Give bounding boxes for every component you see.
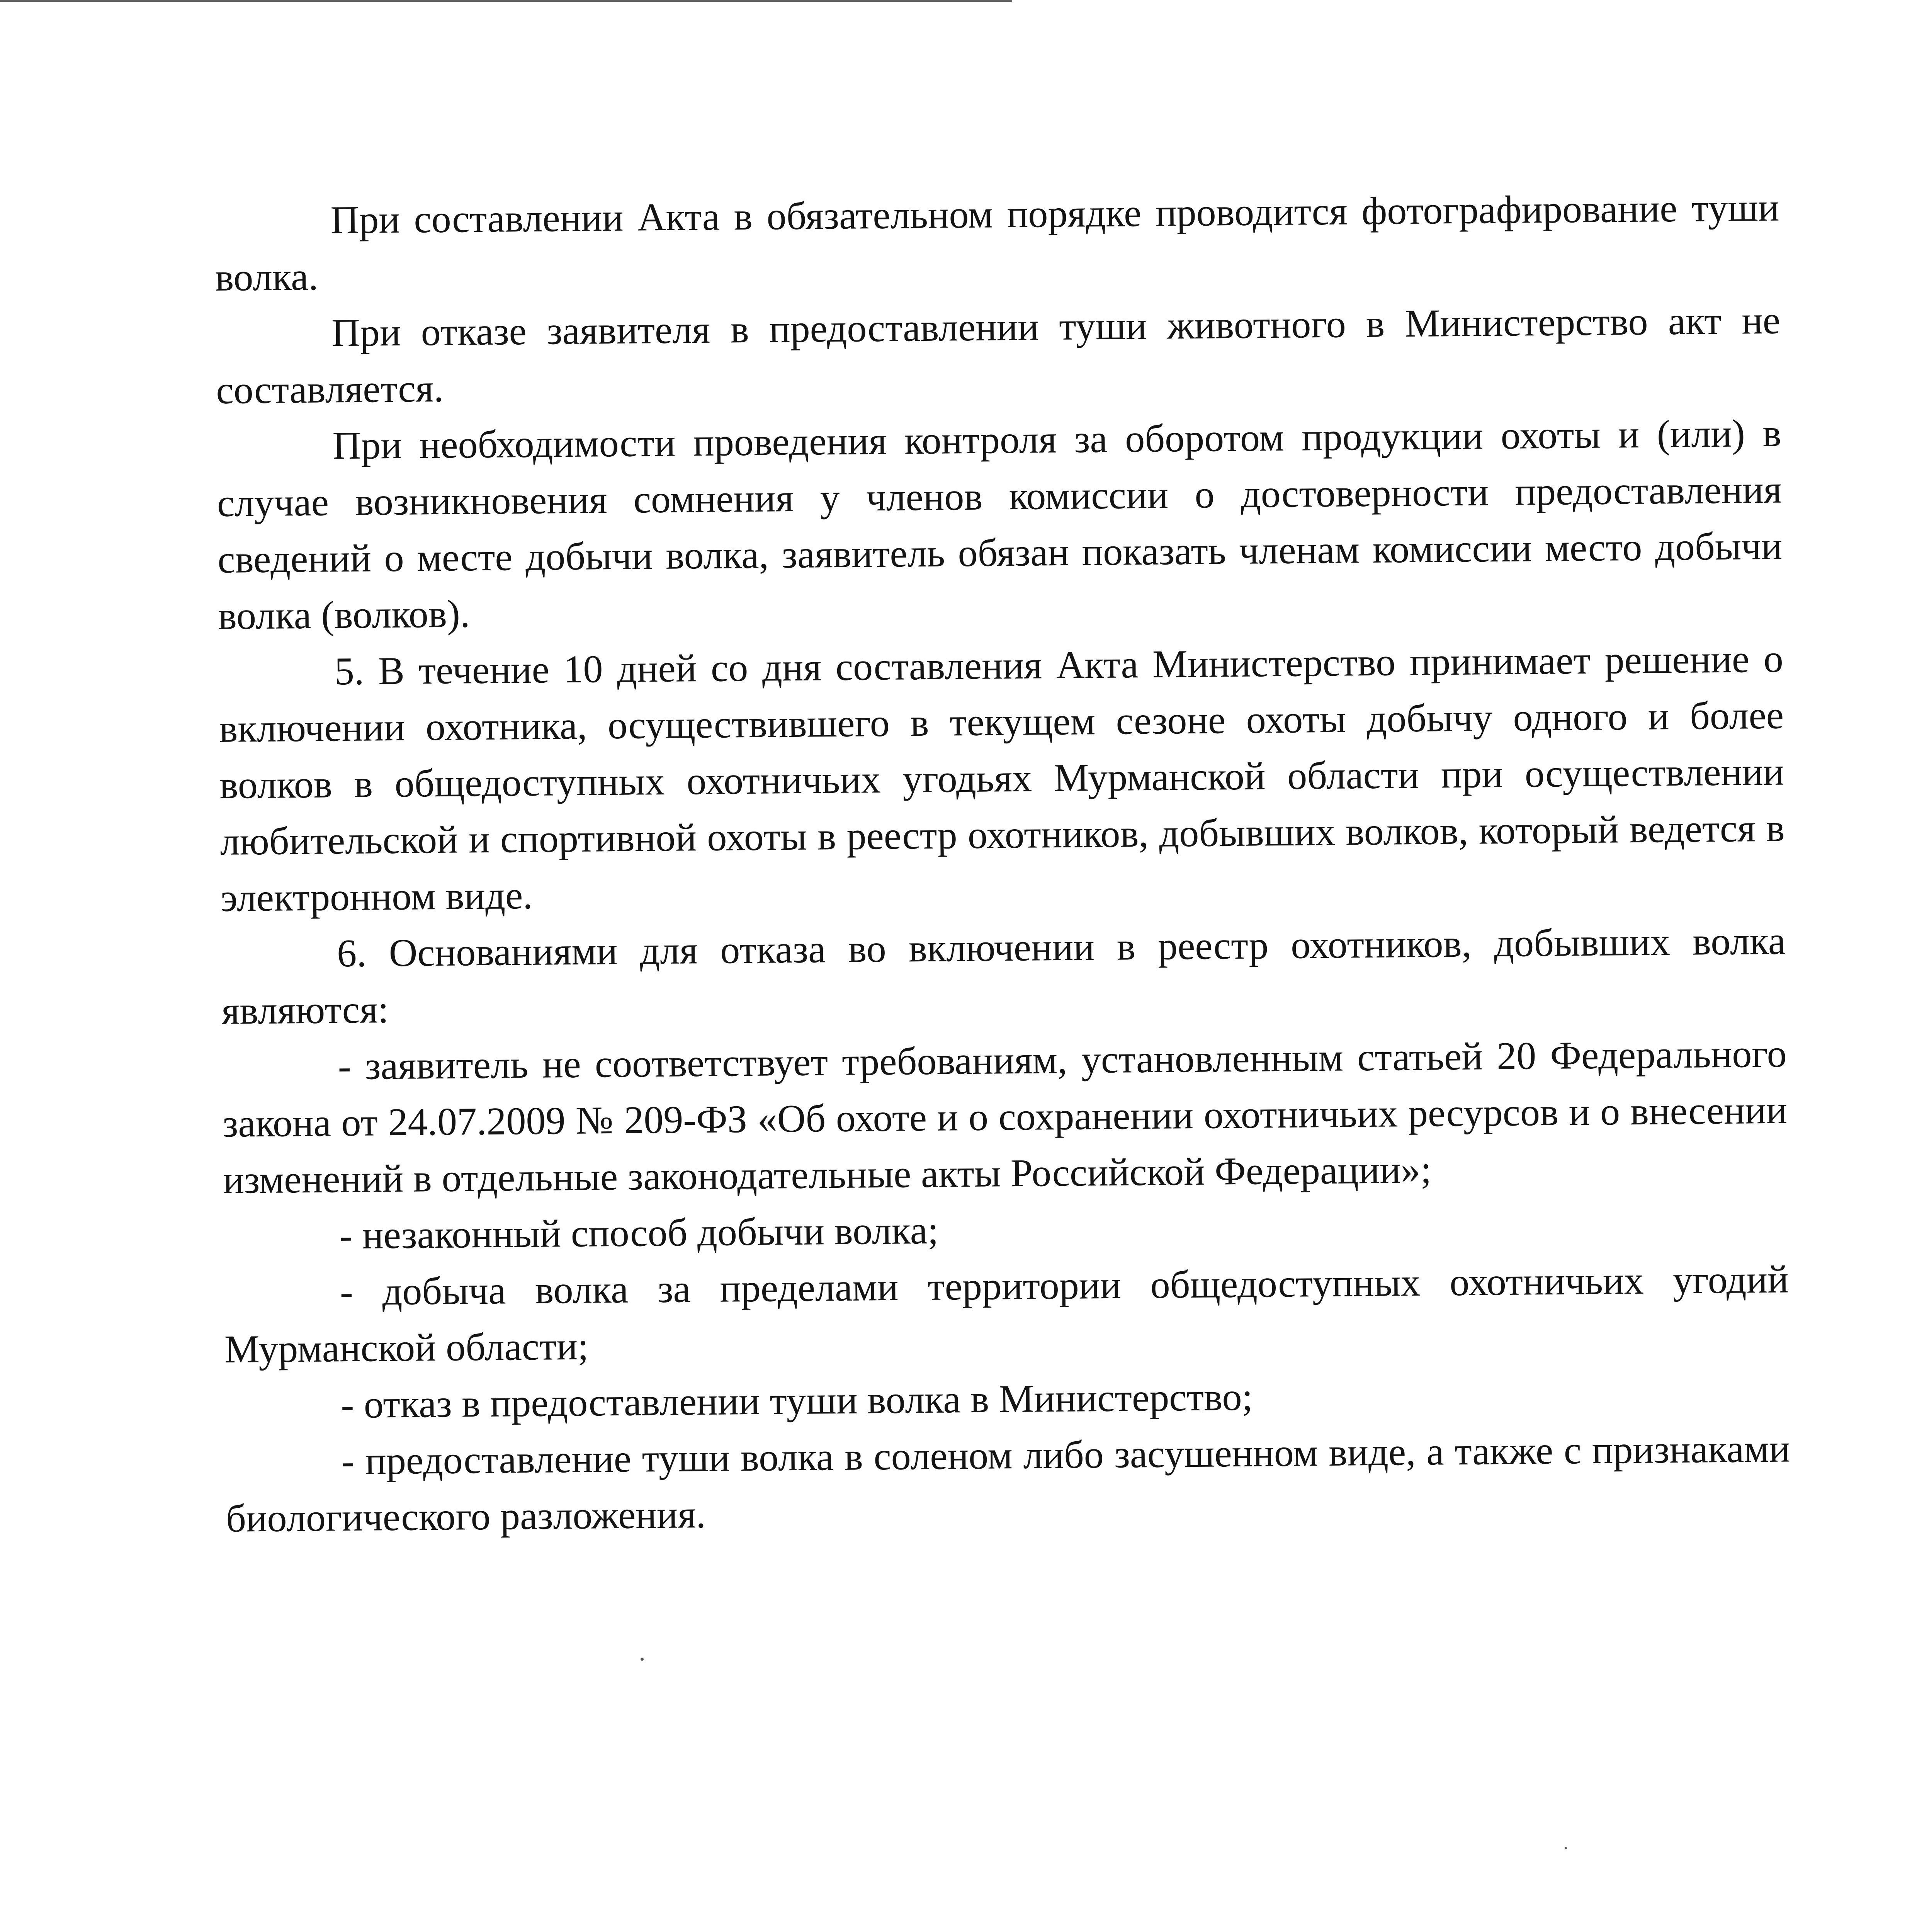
scan-speck xyxy=(1565,1847,1567,1849)
paragraph-item-5-registry-decision: 5. В течение 10 дней со дня составления Акта Министерство принимает решение о включении охотника, осуществившего в текущем сезоне охоты добычу одного и более волков в общедоступных охотничьих угодьях Мурманской области при осуществлении любительской и спортивной охоты в реестр охотников, добывших волков, который ведется в электронном виде. xyxy=(219,637,1785,920)
scan-edge-line xyxy=(0,0,1012,2)
paragraph-refusal-no-act: При отказе заявителя в предоставлении туши животного в Министерство акт не составляется. xyxy=(216,298,1781,412)
document-body xyxy=(214,180,1791,1547)
list-item-salted-dried-carcass: - предоставление туши волка в соленом либо засушенном виде, а также с признаками биологического разложения. xyxy=(226,1427,1791,1541)
scan-speck xyxy=(641,1658,644,1661)
paragraph-photo-requirement: При составлении Акта в обязательном порядке проводится фотографирование туши волка. xyxy=(215,185,1779,299)
list-item-illegal-method: - незаконный способ добычи волка; xyxy=(339,1208,939,1258)
list-item-outside-territory: - добыча волка за пределами территории общедоступных охотничьих угодий Мурманской области; xyxy=(224,1257,1789,1371)
list-item-requirements-mismatch: - заявитель не соответствует требованиям, установленным статьей 20 Федерального закона от 24.07.2009 № 209-ФЗ «Об охоте и о сохранении охотничьих ресурсов и о внесении изменений в отдельные законодательные акты Российской Федерации»; xyxy=(222,1032,1788,1202)
paragraph-item-6-refusal-grounds: 6. Основаниями для отказа во включении в реестр охотников, добывших волка являются: xyxy=(221,919,1786,1033)
list-item-carcass-refusal: - отказ в предоставлении туши волка в Министерство; xyxy=(340,1375,1253,1427)
paragraph-control-location: При необходимости проведения контроля за оборотом продукции охоты и (или) в случае возникновения сомнения у членов комиссии о достоверности предоставления сведений о месте добычи волка, заявитель обязан показать членам комиссии место добычи волка (волков). xyxy=(217,411,1783,638)
